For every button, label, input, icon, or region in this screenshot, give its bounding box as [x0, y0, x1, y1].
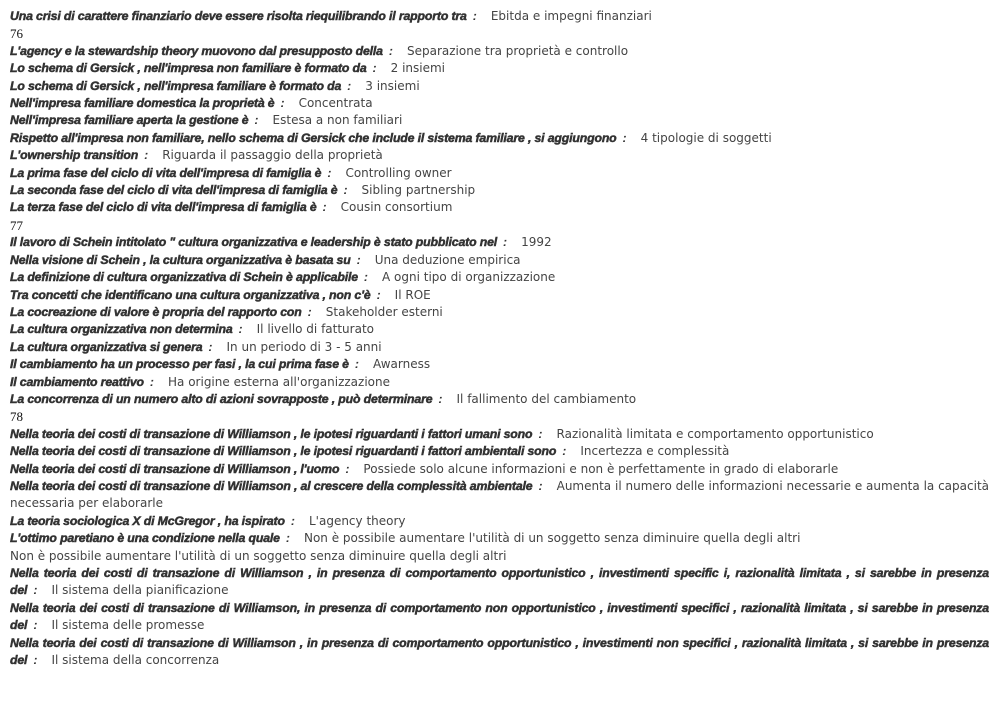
- question-answer-row: [10, 234, 989, 251]
- question-answer-row: [10, 513, 989, 530]
- separator: :: [33, 618, 38, 633]
- separator: :: [538, 426, 543, 441]
- separator: :: [238, 322, 243, 337]
- question-text: Nella teoria dei costi di transazione di Williamson , al crescere della complessità ambientale: [10, 478, 533, 493]
- question-answer-row: [10, 635, 989, 670]
- separator: :: [622, 130, 627, 145]
- question-text: Nella teoria dei costi di transazione di Williamson, in presenza di comportamento non opportunistico , investimenti specifici , razionalità limitata , si sarebbe in presenza del: [10, 600, 989, 633]
- question-answer-row: [10, 304, 989, 321]
- answer-text: Il fallimento del cambiamento: [456, 391, 637, 406]
- question-answer-row: [10, 287, 989, 304]
- question-text: La cultura organizzativa si genera: [10, 339, 203, 354]
- answer-text: Il sistema della concorrenza: [51, 653, 220, 668]
- question-answer-row: [10, 530, 989, 547]
- question-answer-row: [10, 112, 989, 129]
- separator: :: [376, 287, 381, 302]
- answer-text: Awarness: [372, 357, 431, 372]
- question-text: La terza fase del ciclo di vita dell'impresa di famiglia è: [10, 200, 317, 215]
- answer-text: Ha origine esterna all'organizzazione: [168, 374, 390, 389]
- question-text: Nella teoria dei costi di transazione di Williamson , in presenza di comportamento opportunistico , investimenti non specifici , razionalità limitata , si sarebbe in presenza del: [10, 635, 989, 668]
- answer-text: Il sistema delle promesse: [51, 618, 205, 633]
- question-answer-row: [10, 130, 989, 147]
- answer-text: Ebitda e impegni finanziari: [490, 9, 652, 23]
- answer-text: Possiede solo alcune informazioni e non è perfettamente in grado di elaborarle: [363, 461, 839, 476]
- question-text: Nella teoria dei costi di transazione di Williamson , le ipotesi riguardanti i fattori umani sono: [10, 426, 533, 441]
- question-answer-row: [10, 165, 989, 182]
- question-answer-row: [10, 43, 989, 60]
- question-answer-row: [10, 600, 989, 635]
- separator: :: [345, 461, 350, 476]
- question-text: Nella teoria dei costi di transazione di Williamson , in presenza di comportamento opportunistico , investimenti specific i, razionalità limitata , si sarebbe in presenza del: [10, 566, 989, 598]
- question-answer-row: [10, 60, 989, 77]
- separator: :: [254, 113, 259, 128]
- separator: :: [562, 444, 567, 459]
- answer-text: Estesa a non familiari: [272, 113, 403, 128]
- question-text: Nella teoria dei costi di transazione di Williamson , l'uomo: [10, 461, 340, 476]
- question-text: Tra concetti che identificano una cultura organizzativa , non c'è: [10, 287, 371, 302]
- answer-text: 2 insiemi: [390, 61, 446, 76]
- answer-text: Riguarda il passaggio della proprietà: [162, 148, 383, 163]
- answer-text: Il sistema della pianificazione: [51, 583, 229, 598]
- answer-text: 3 insiemi: [365, 78, 420, 93]
- question-answer-row: [10, 565, 989, 600]
- question-answer-row: [10, 269, 989, 286]
- question-text: La cocreazione di valore è propria del rapporto con: [10, 304, 302, 319]
- answer-text: Stakeholder esterni: [325, 304, 443, 319]
- question-answer-row: [10, 374, 989, 391]
- question-text: Nella visione di Schein , la cultura organizzativa è basata su: [10, 252, 351, 267]
- question-text: Lo schema di Gersick , nell'impresa non familiare è formato da: [10, 61, 367, 76]
- question-text: Rispetto all'impresa non familiare, nello schema di Gersick che include il sistema familiare , si aggiungono: [10, 130, 617, 145]
- answer-text: 4 tipologie di soggetti: [640, 130, 772, 145]
- answer-text: A ogni tipo di organizzazione: [382, 270, 556, 285]
- question-answer-row: [10, 182, 989, 199]
- page-number: 76: [10, 26, 23, 42]
- answer-text: Razionalità limitata e comportamento opportunistico: [556, 426, 874, 441]
- question-answer-row: [10, 321, 989, 338]
- question-text: La cultura organizzativa non determina: [10, 322, 233, 337]
- question-text: Il cambiamento reattivo: [10, 374, 144, 389]
- separator: :: [285, 531, 290, 546]
- page-number: 78: [10, 409, 23, 425]
- question-text: L'ownership transition: [10, 148, 139, 163]
- separator: :: [438, 391, 443, 406]
- question-text: Lo schema di Gersick , nell'impresa familiare è formato da: [10, 78, 342, 93]
- question-text: La prima fase del ciclo di vita dell'impresa di famiglia è: [10, 165, 322, 180]
- separator: :: [356, 252, 361, 267]
- separator: :: [503, 235, 508, 250]
- separator: :: [149, 374, 155, 389]
- document-body: [10, 8, 989, 669]
- question-text: Nella teoria dei costi di transazione di Williamson , le ipotesi riguardanti i fattori ambientali sono: [10, 444, 557, 459]
- answer-text: Separazione tra proprietà e controllo: [406, 43, 629, 58]
- separator: :: [363, 270, 369, 285]
- separator: :: [347, 78, 352, 93]
- answer-text: Cousin consortium: [340, 200, 453, 215]
- separator: :: [343, 183, 348, 198]
- answer-text: 1992: [521, 235, 552, 250]
- question-text: Nell'impresa familiare domestica la proprietà è: [10, 96, 275, 111]
- answer-text: Sibling partnership: [361, 183, 476, 198]
- question-answer-row: [10, 95, 989, 112]
- separator: :: [388, 43, 393, 58]
- answer-text: Il livello di fatturato: [256, 322, 374, 337]
- question-answer-row: [10, 147, 989, 164]
- separator: :: [280, 96, 285, 111]
- answer-text: Controlling owner: [345, 165, 452, 180]
- question-answer-row: [10, 461, 989, 478]
- separator: :: [538, 478, 543, 493]
- question-answer-row: [10, 78, 989, 95]
- separator: :: [354, 357, 359, 372]
- question-answer-row: [10, 199, 989, 216]
- separator: :: [307, 304, 312, 319]
- question-answer-row: [10, 252, 989, 269]
- answer-text: Aumenta il numero delle informazioni necessarie e aumenta la capacità necessaria per elaborarle: [10, 478, 989, 511]
- separator: :: [33, 583, 38, 598]
- question-answer-row: [10, 443, 989, 460]
- question-answer-row: [10, 478, 989, 513]
- question-answer-row: [10, 339, 989, 356]
- question-text: La seconda fase del ciclo di vita dell'impresa di famiglia è: [10, 183, 338, 198]
- answer-text: Incertezza e complessità: [580, 444, 730, 459]
- separator: :: [33, 653, 38, 668]
- question-text: Il lavoro di Schein intitolato " cultura organizzativa e leadership è stato pubblicato nel: [10, 235, 498, 250]
- plain-text-line: Non è possibile aumentare l'utilità di un soggetto senza diminuire quella degli altri: [10, 548, 507, 563]
- question-text: L'ottimo paretiano è una condizione nella quale: [10, 531, 280, 546]
- answer-text: L'agency theory: [308, 513, 406, 528]
- question-text: L'agency e la stewardship theory muovono dal presupposto della: [10, 43, 383, 58]
- question-text: Nell'impresa familiare aperta la gestione è: [10, 113, 249, 128]
- question-text: La concorrenza di un numero alto di azioni sovrapposte , può determinare: [10, 391, 433, 406]
- question-answer-row: [10, 356, 989, 373]
- answer-text: Il ROE: [394, 287, 431, 302]
- question-answer-row: [10, 8, 989, 25]
- separator: :: [290, 513, 295, 528]
- separator: :: [208, 339, 213, 354]
- question-text: La teoria sociologica X di McGregor , ha ispirato: [10, 513, 285, 528]
- separator: :: [327, 165, 332, 180]
- answer-text: Non è possibile aumentare l'utilità di un soggetto senza diminuire quella degli altri: [303, 531, 801, 546]
- question-text: Una crisi di carattere finanziario deve essere risolta riequilibrando il rapporto tra: [10, 9, 467, 23]
- separator: :: [322, 200, 327, 215]
- separator: :: [472, 9, 477, 23]
- question-text: Il cambiamento ha un processo per fasi , la cui prima fase è: [10, 357, 349, 372]
- separator: :: [144, 148, 149, 163]
- separator: :: [372, 61, 377, 76]
- question-answer-row: [10, 391, 989, 408]
- answer-text: Una deduzione empirica: [374, 252, 521, 267]
- page-number: 77: [10, 217, 23, 233]
- question-answer-row: [10, 426, 989, 443]
- answer-text: In un periodo di 3 - 5 anni: [226, 339, 382, 354]
- question-text: La definizione di cultura organizzativa di Schein è applicabile: [10, 270, 358, 285]
- answer-text: Concentrata: [298, 96, 373, 111]
